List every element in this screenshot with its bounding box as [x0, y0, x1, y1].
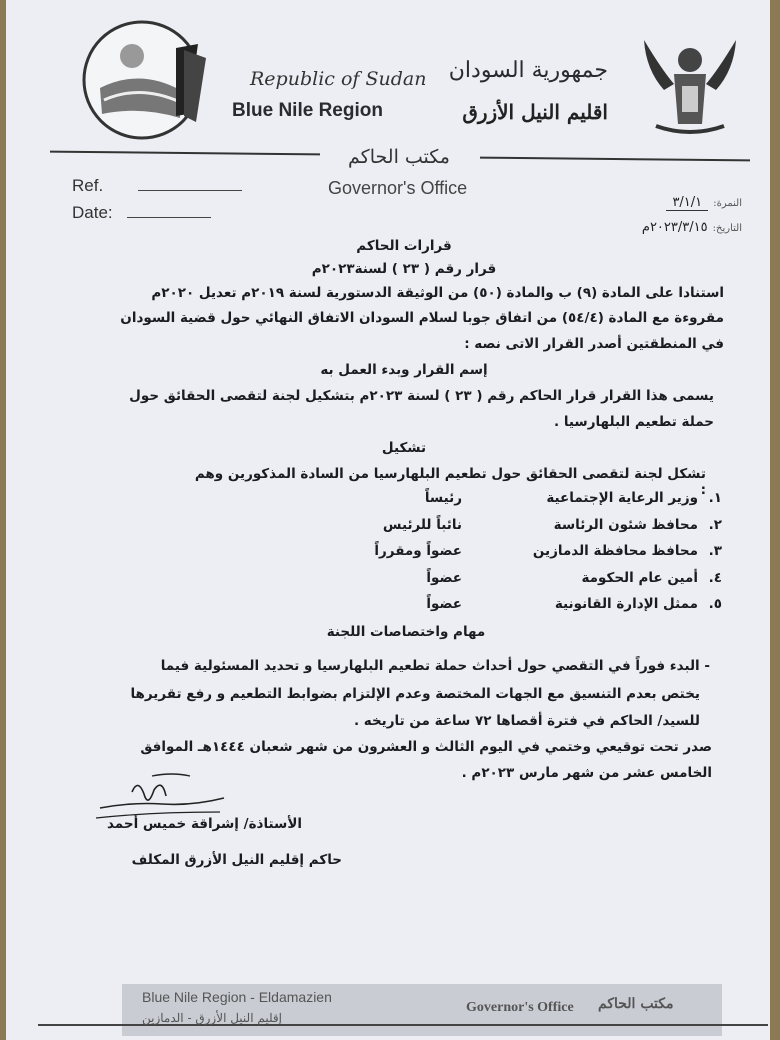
ref-field — [72, 176, 242, 196]
republic-arabic: جمهورية السودان — [448, 58, 608, 83]
member-title: وزير الرعاية الإجتماعية — [546, 490, 698, 506]
member-role: عضواً — [426, 569, 462, 586]
list-item — [236, 543, 722, 570]
member-number: ١. — [708, 490, 722, 506]
issued-line-2: الخامس عشر من شهر مارس ٢٠٢٣م . — [461, 765, 712, 781]
member-role: عضواً — [426, 596, 462, 612]
ref-blank — [138, 190, 242, 191]
decision-header: قرارات الحاكم — [356, 238, 452, 254]
member-number: ٥. — [708, 596, 722, 612]
date-label-arabic: التاريخ: — [712, 223, 742, 234]
footer-region-english: Blue Nile Region - Eldamazien — [142, 989, 332, 1005]
region-english: Blue Nile Region — [232, 100, 383, 121]
region-logo — [80, 18, 214, 140]
task-dash: - — [704, 658, 710, 674]
member-title: محافظ شئون الرئاسة — [553, 516, 698, 533]
name-text-line-2: حملة تطعيم البلهارسيا . — [554, 414, 714, 430]
list-item — [236, 570, 722, 597]
region-arabic: اقليم النيل الأزرق — [462, 100, 608, 124]
preamble-line-3: في المنطقتين أصدر القرار الاتى نصه : — [464, 336, 724, 352]
preamble-line-1: استنادا على المادة (٩) ب والمادة (٥٠) من الوثيقة الدستورية لسنة ٢٠١٩م تعديل ٢٠٢٠م — [151, 285, 724, 301]
footer-region-arabic: إقليم النيل الأزرق - الدمازين — [142, 1011, 283, 1025]
ref-label: Ref. — [72, 176, 104, 195]
footer-office-arabic: مكتب الحاكم — [598, 996, 674, 1012]
list-item — [236, 490, 722, 517]
office-arabic: مكتب الحاكم — [348, 146, 450, 168]
issued-line-1: صدر تحت توقيعي وختمي في اليوم الثالث و العشرون من شهر شعبان ١٤٤٤هـ الموافق — [140, 739, 712, 755]
republic-english: Republic of Sudan — [250, 68, 427, 90]
number-label: النمرة: — [713, 198, 742, 209]
preamble-line-2: مقروءة مع المادة (٥٤/٤) من اتفاق جوبا لسلام السودان الاتفاق النهائي حول قضية السودان — [120, 310, 724, 326]
member-title: أمين عام الحكومة — [581, 569, 698, 586]
member-role: رئيساً — [424, 490, 462, 506]
task-line-2: يختص بعدم التنسيق مع الجهات المختصة وعدم الإلتزام بضوابط التطعيم و رفع تقريرها — [130, 686, 700, 702]
footer-office-english: Governor's Office — [466, 1000, 574, 1015]
members-list — [236, 490, 722, 623]
date-blank — [127, 217, 211, 218]
tasks-title: مهام واختصاصات اللجنة — [326, 624, 486, 640]
date-value: ٢٠٢٣/٣/١٥م — [641, 220, 708, 235]
formation-title: تشكيل — [381, 440, 427, 456]
member-role: عضواً ومقرراً — [374, 543, 462, 559]
member-role: نائباً للرئيس — [382, 516, 462, 533]
office-english: Governor's Office — [328, 178, 468, 198]
member-title: ممثل الإدارة القانونية — [554, 596, 698, 612]
task-text-1: البدء فوراً في التقصي حول أحداث حملة تطعيم البلهارسيا و تحديد المسئولية فيما — [160, 658, 700, 674]
section-name-title: إسم القرار وبدء العمل به — [320, 362, 488, 378]
signer-title: حاكم إقليم النيل الأزرق المكلف — [131, 852, 342, 868]
formation-intro: تشكل لجنة لتقصى الحقائق حول تطعيم البلهارسيا من السادة المذكورين وهم : — [194, 466, 706, 498]
number-field — [582, 191, 742, 210]
number-value: ٣/١/١ — [666, 195, 708, 211]
signer-name: الأستاذة/ إشراقة خميس أحمد — [107, 816, 302, 832]
member-title: محافظ محافظة الدمازين — [532, 543, 698, 559]
task-line-3: للسيد/ الحاكم في فترة أقصاها ٧٢ ساعة من تاريخه . — [353, 713, 700, 729]
list-item — [236, 517, 722, 544]
sudan-emblem — [634, 30, 746, 140]
date-ar-field — [582, 216, 742, 235]
document-page — [6, 0, 770, 1040]
list-item — [236, 596, 722, 623]
name-text-line-1: يسمى هذا القرار قرار الحاكم رقم ( ٢٣ ) لسنة ٢٠٢٣م بتشكيل لجنة لتقصى الحقائق حول — [129, 388, 714, 404]
header-divider-left — [50, 151, 320, 156]
member-number: ٣. — [708, 543, 722, 559]
decision-number: قرار رقم ( ٢٣ ) لسنة٢٠٢٣م — [311, 261, 497, 277]
member-number: ٤. — [708, 569, 722, 586]
date-label: Date: — [72, 203, 113, 222]
member-number: ٢. — [708, 516, 722, 533]
task-line-1 — [92, 658, 710, 674]
header-divider-right — [480, 157, 750, 162]
date-field — [72, 203, 211, 223]
